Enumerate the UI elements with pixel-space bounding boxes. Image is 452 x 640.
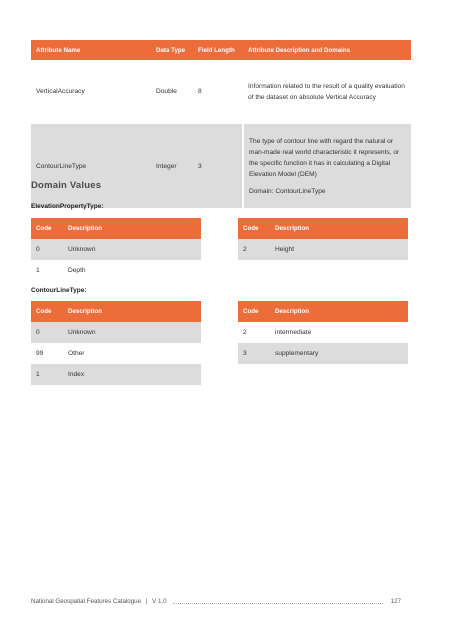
description-cell: Other <box>63 343 201 364</box>
contour-code-table-right <box>238 301 408 364</box>
header-description: Description <box>270 218 408 239</box>
header-description: Description <box>63 218 201 239</box>
footer-title-line <box>31 598 167 605</box>
header-code: Code <box>238 218 270 239</box>
code-cell: 3 <box>238 343 270 364</box>
page-footer <box>31 598 411 608</box>
code-cell: 0 <box>31 322 63 343</box>
attribute-name: ContourLineType <box>31 124 151 209</box>
description-text: Information related to the result of a quality evaluation of the dataset on absolute Vertical Accuracy <box>248 82 405 101</box>
description-cell: Unknown <box>63 322 201 343</box>
header-code: Code <box>31 218 63 239</box>
table-row <box>31 239 201 260</box>
description-cell: Height <box>270 239 408 260</box>
header-description: Description <box>270 301 408 322</box>
code-cell: 99 <box>31 343 63 364</box>
table-row <box>238 239 408 260</box>
field-length: 8 <box>193 60 243 124</box>
header-description: Description <box>63 301 201 322</box>
header-code: Code <box>238 301 270 322</box>
attribute-description <box>243 60 411 124</box>
table-row <box>31 124 411 209</box>
contour-code-table-left <box>31 301 201 385</box>
elevation-code-table-right <box>238 218 408 260</box>
attribute-description <box>243 124 411 209</box>
attribute-table-header <box>31 40 411 60</box>
elevation-property-type-title: ElevationPropertyType: <box>31 203 104 210</box>
table-row <box>238 322 408 343</box>
table-row <box>31 364 201 385</box>
attribute-name: VerticalAccuracy <box>31 60 151 124</box>
data-type: Integer <box>151 124 193 209</box>
data-type: Double <box>151 60 193 124</box>
code-table-header <box>31 301 201 322</box>
page-number: 127 <box>390 598 401 605</box>
table-row <box>31 343 201 364</box>
table-row <box>238 343 408 364</box>
header-attribute-name: Attribute Name <box>31 40 151 60</box>
domain-values-title: Domain Values <box>31 180 102 191</box>
header-description: Attribute Description and Domains <box>243 40 411 60</box>
code-cell: 1 <box>31 260 63 281</box>
code-table-header <box>238 301 408 322</box>
table-row <box>31 60 411 124</box>
table-row <box>31 260 201 281</box>
footer-version: V 1.0 <box>152 598 167 605</box>
description-cell: Index <box>63 364 201 385</box>
code-cell: 1 <box>31 364 63 385</box>
domain-reference: Domain: ContourLineType <box>249 187 326 195</box>
description-cell: supplementary <box>270 343 408 364</box>
code-table-header <box>238 218 408 239</box>
header-field-length: Field Length <box>193 40 243 60</box>
description-cell: Unknown <box>63 239 201 260</box>
code-cell: 2 <box>238 322 270 343</box>
description-cell: intermediate <box>270 322 408 343</box>
description-cell: Depth <box>63 260 201 281</box>
field-length: 3 <box>193 124 243 209</box>
header-data-type: Data Type <box>151 40 193 60</box>
description-text: The type of contour line with regard the natural or man-made real world characteristic it represents, or the specific function it has in calculating a Digital Elevation Model (DEM) <box>249 137 400 178</box>
contour-line-type-title: ContourLineType: <box>31 287 87 294</box>
code-table-header <box>31 218 201 239</box>
footer-dot-leader <box>173 603 383 604</box>
footer-separator: | <box>145 598 148 605</box>
code-cell: 2 <box>238 239 270 260</box>
code-cell: 0 <box>31 239 63 260</box>
table-row <box>31 322 201 343</box>
elevation-code-table-left <box>31 218 201 281</box>
footer-title: National Geospatial Features Catalogue <box>31 598 142 605</box>
header-code: Code <box>31 301 63 322</box>
